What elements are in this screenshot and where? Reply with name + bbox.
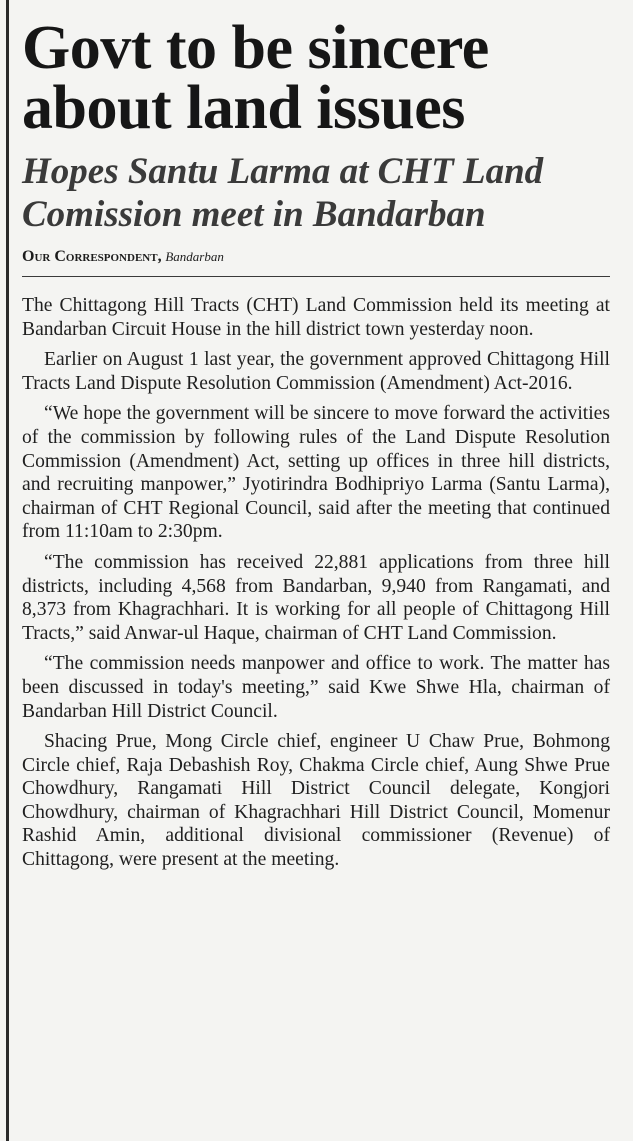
paragraph-attendees: Shacing Prue, Mong Circle chief, engineer U Chaw Prue, Bohmong Circle chief, Raja Debashish Roy, Chakma Circle chief, Aung Shwe Prue Chowdhury, Rangamati Hill District Council delegate, Kongjori Chowdhury, chairman of Khagrachhari Hill District Council, Momenur Rashid Amin, additional divisional commissioner (Revenue) of Chittagong, were present at the meeting. [22,731,610,871]
news-article [22,0,610,872]
byline-location: Bandarban [165,249,224,264]
paragraph-act-approval: Earlier on August 1 last year, the government approved Chittagong Hill Tracts Land Dispute Resolution Commission (Amendment) Act-2016. [22,349,610,394]
column-rule [6,0,9,1141]
byline-divider [22,276,610,277]
paragraph-applications: “The commission has received 22,881 applications from three hill districts, including 4,568 from Bandarban, 9,940 from Rangamati, and 8,373 from Khagrachhari. It is working for all people of Chittagong Hill Tracts,” said Anwar-ul Haque, chairman of CHT Land Commission. [22,551,610,644]
paragraph-larma-quote: “We hope the government will be sincere to move forward the activities of the commission by following rules of the Land Dispute Resolution Commission (Amendment) Act, setting up offices in three hill districts, and recruiting manpower,” Jyotirindra Bodhipriyo Larma (Santu Larma), chairman of CHT Regional Council, said after the meeting that continued from 11:10am to 2:30pm. [22,403,610,543]
subheadline: Hopes Santu Larma at CHT Land Comission meet in Bandarban [22,151,544,235]
byline [22,248,610,266]
byline-correspondent: Our Correspondent, [22,248,162,265]
paragraph-kwe-shwe-hla-quote: “The commission needs manpower and office to work. The matter has been discussed in today's meeting,” said Kwe Shwe Hla, chairman of Bandarban Hill District Council. [22,653,610,722]
headline: Govt to be sincere about land issues [22,14,489,142]
article-body [22,294,610,872]
paragraph-intro: The Chittagong Hill Tracts (CHT) Land Commission held its meeting at Bandarban Circuit House in the hill district town yesterday noon. [22,295,610,340]
